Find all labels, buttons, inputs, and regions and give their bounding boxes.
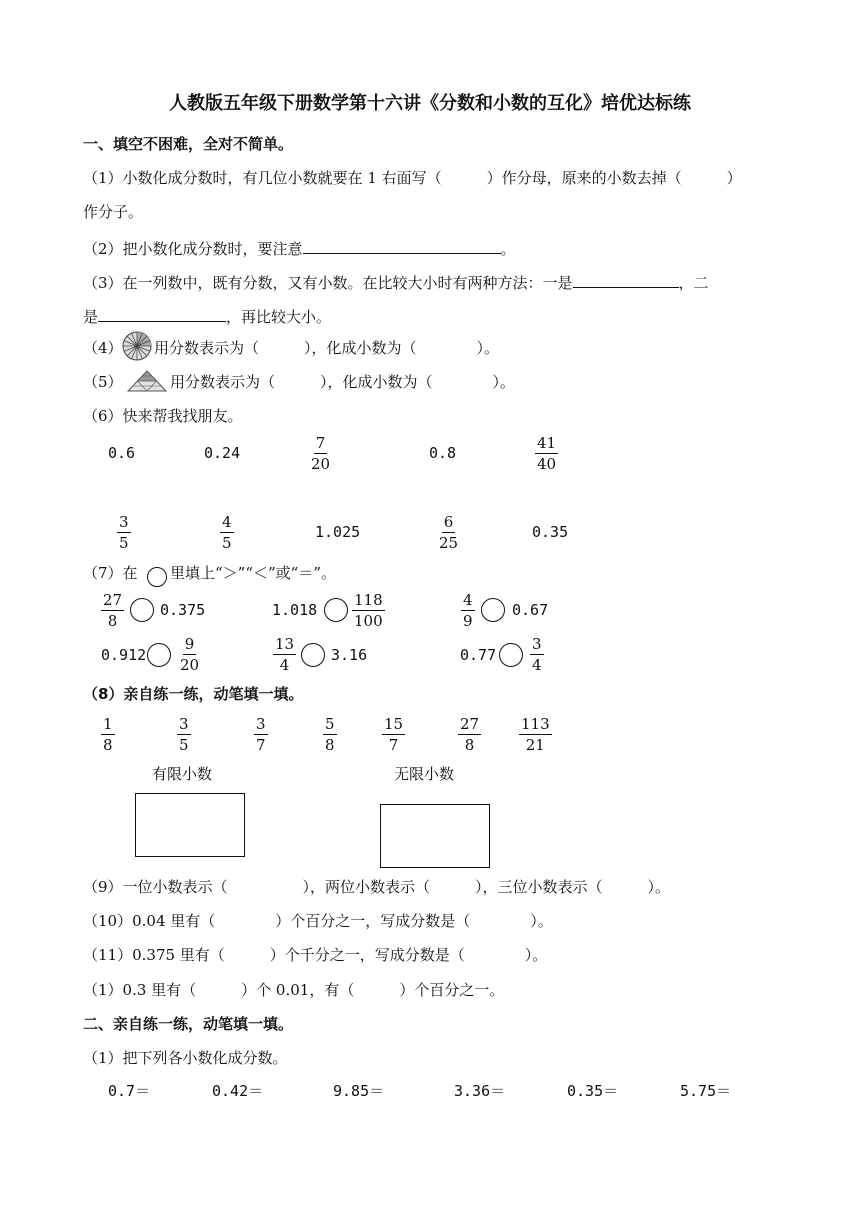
- q8-fraction: $\frac{3}{5}$: [179, 715, 189, 754]
- q2-answer-blank[interactable]: [303, 239, 501, 254]
- section-2-heading: 二、亲自练一练，动笔填一填。: [83, 1015, 294, 1033]
- q7-decimal: 0.77: [460, 646, 497, 664]
- q2-end: 。: [500, 240, 516, 258]
- compare-circle-icon: [147, 567, 167, 587]
- q3-text-3: 是: [83, 308, 99, 326]
- q2-text: （2）把小数化成分数时，要注意: [83, 240, 303, 258]
- convert-item: 0.42＝: [212, 1082, 264, 1100]
- q8-fraction: $\frac{5}{8}$: [325, 715, 335, 754]
- q2: [83, 239, 516, 257]
- divided-triangle-figure: [126, 369, 168, 395]
- q6-text: （6）快来帮我找朋友。: [83, 407, 243, 425]
- q7-fraction: $\frac{118}{100}$: [354, 591, 383, 630]
- q8-fraction: $\frac{113}{21}$: [521, 715, 550, 754]
- q6-decimal: 0.35: [532, 523, 569, 541]
- q8-fraction: $\frac{3}{7}$: [256, 715, 266, 754]
- q8-fraction: $\frac{1}{8}$: [103, 715, 113, 754]
- compare-circle-input[interactable]: [481, 598, 505, 622]
- q3-text-4: ，再比较大小。: [226, 308, 332, 326]
- q7-fraction: $\frac{4}{9}$: [463, 591, 473, 630]
- finite-decimal-box[interactable]: [135, 793, 245, 857]
- q3-line1: [83, 273, 709, 291]
- convert-item: 0.35＝: [567, 1082, 619, 1100]
- convert-item: 9.85＝: [333, 1082, 385, 1100]
- q1-line2: 作分子。: [83, 203, 144, 221]
- compare-circle-input[interactable]: [147, 643, 171, 667]
- q1-line1: （1）小数化成分数时，有几位小数就要在 1 右面写（ ）作分母，原来的小数去掉（ ）: [83, 169, 742, 187]
- convert-item: 3.36＝: [454, 1082, 506, 1100]
- q5-label: （5）: [83, 373, 123, 391]
- q8-fraction: $\frac{27}{8}$: [460, 715, 480, 754]
- q7-fraction: $\frac{27}{8}$: [103, 591, 123, 630]
- compare-circle-input[interactable]: [499, 643, 523, 667]
- q7-decimal: 0.67: [512, 601, 549, 619]
- convert-item: 5.75＝: [680, 1082, 732, 1100]
- q3-text-2: ，二: [678, 274, 709, 292]
- q11-text: （11）0.375 里有（ ）个千分之一，写成分数是（ ）。: [83, 946, 548, 964]
- page-title: 人教版五年级下册数学第十六讲《分数和小数的互化》培优达标练: [169, 93, 691, 114]
- q7-text: 里填上“＞”“＜”或“＝”。: [170, 564, 337, 582]
- q7-fraction: $\frac{9}{20}$: [180, 635, 200, 674]
- q3-line2: [83, 307, 331, 325]
- q3-blank-1[interactable]: [573, 273, 679, 288]
- q4-text: 用分数表示为（ ），化成小数为（ ）。: [154, 339, 500, 357]
- q10-text: （10）0.04 里有（ ）个百分之一，写成分数是（ ）。: [83, 912, 553, 930]
- convert-item: 0.7＝: [108, 1082, 151, 1100]
- q6-decimal: 0.6: [108, 444, 136, 462]
- q6-fraction: $\frac{7}{20}$: [311, 434, 331, 473]
- q7-fraction: $\frac{13}{4}$: [275, 635, 295, 674]
- q9-text: （9）一位小数表示（ ），两位小数表示（ ），三位小数表示（ ）。: [83, 878, 671, 896]
- q7-decimal: 1.018: [272, 601, 318, 619]
- q12-text: （1）0.3 里有（ ）个 0.01，有（ ）个百分之一。: [83, 981, 505, 999]
- compare-circle-input[interactable]: [130, 598, 154, 622]
- finite-decimal-label: 有限小数: [152, 765, 213, 783]
- q8-text: （8）亲自练一练，动笔填一填。: [83, 685, 304, 703]
- divided-circle-figure: [121, 330, 153, 362]
- q4-label: （4）: [83, 339, 123, 357]
- q6-decimal: 0.24: [204, 444, 241, 462]
- section-2-q1-text: （1）把下列各小数化成分数。: [83, 1049, 288, 1067]
- infinite-decimal-box[interactable]: [380, 804, 490, 868]
- q6-decimal: 0.8: [429, 444, 457, 462]
- q5-text: 用分数表示为（ ），化成小数为（ ）。: [170, 373, 516, 391]
- q3-text: （3）在一列数中，既有分数，又有小数。在比较大小时有两种方法：一是: [83, 274, 573, 292]
- compare-circle-input[interactable]: [324, 598, 348, 622]
- q6-fraction: $\frac{6}{25}$: [439, 513, 459, 552]
- q7-decimal: 0.375: [160, 601, 206, 619]
- q6-fraction: $\frac{41}{40}$: [537, 434, 557, 473]
- q7-fraction: $\frac{3}{4}$: [532, 635, 542, 674]
- q6-decimal: 1.025: [315, 523, 361, 541]
- section-1-heading: 一、填空不困难，全对不简单。: [83, 135, 294, 153]
- q8-fraction: $\frac{15}{7}$: [384, 715, 404, 754]
- compare-circle-input[interactable]: [301, 643, 325, 667]
- q3-blank-2[interactable]: [98, 307, 226, 322]
- q7-decimal: 0.912: [101, 646, 147, 664]
- q7-decimal: 3.16: [331, 646, 368, 664]
- q6-fraction: $\frac{3}{5}$: [119, 513, 129, 552]
- q7-label: （7）在: [83, 564, 138, 582]
- q6-fraction: $\frac{4}{5}$: [222, 513, 232, 552]
- infinite-decimal-label: 无限小数: [394, 765, 455, 783]
